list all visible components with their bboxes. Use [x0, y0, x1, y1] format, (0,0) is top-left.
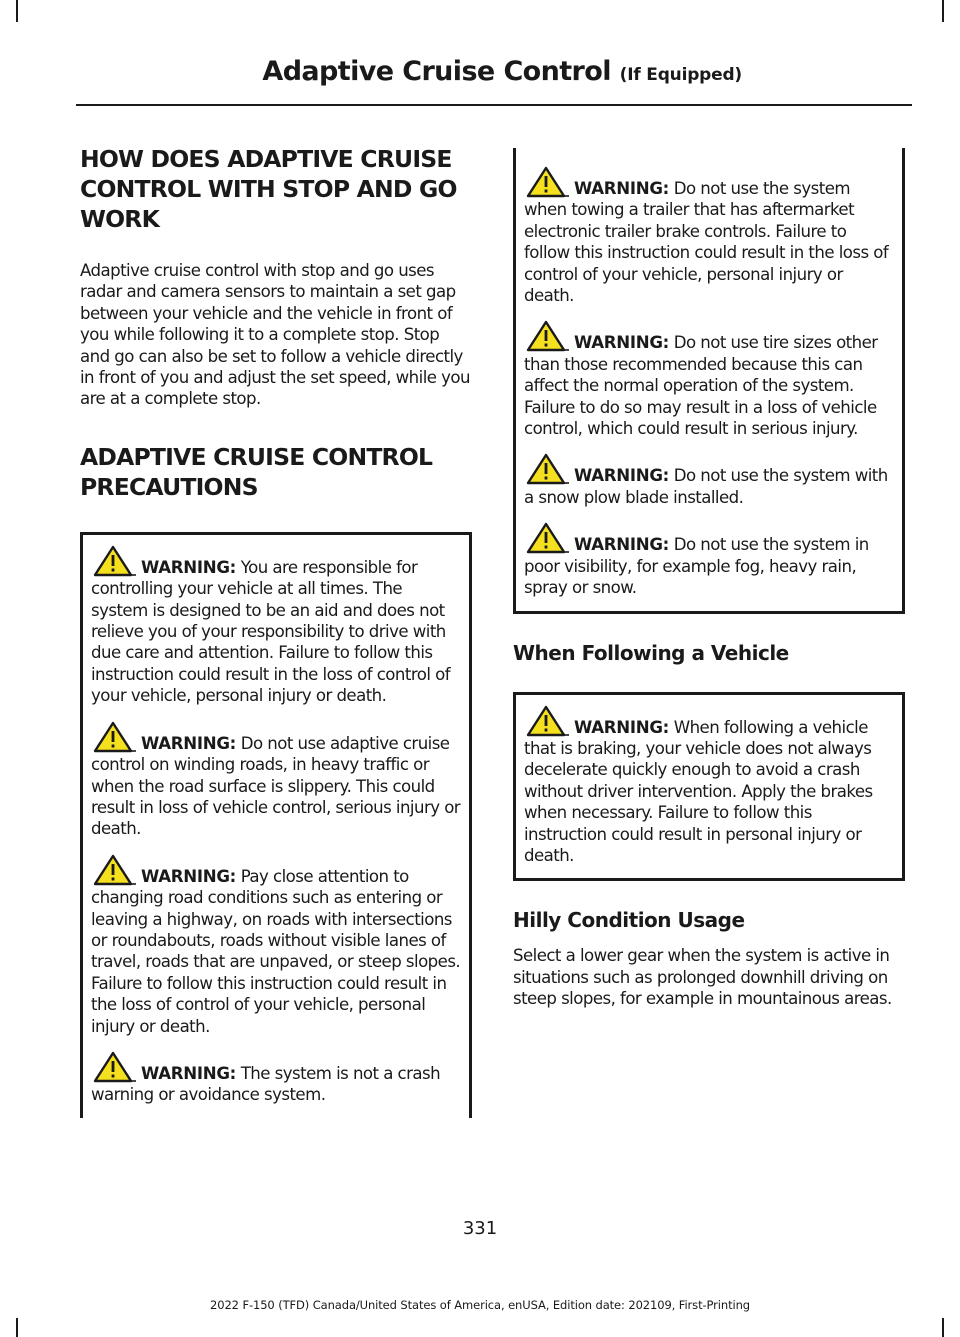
section-heading-how-it-works: HOW DOES ADAPTIVE CRUISE CONTROL WITH STOP AND GO WORK: [80, 145, 457, 233]
header-subtitle: (If Equipped): [619, 65, 742, 85]
warning-item: [524, 166, 896, 306]
warning-item: [524, 320, 896, 439]
warning-text: The system is not a crash warning or avoidance system.: [91, 1063, 441, 1105]
warning-label: WARNING:: [574, 466, 669, 486]
warning-label: WARNING:: [141, 733, 236, 753]
hilly-paragraph: Select a lower gear when the system is active in situations such as prolonged downhill driving on steep slopes, for example in mountainous areas.: [513, 946, 892, 1009]
warning-text: When following a vehicle that is braking, your vehicle does not always decelerate quickly enough to avoid a crash without driver intervention. Apply the brakes when necessary. Failure to follow this instruction could result in personal injury or death.: [524, 717, 873, 865]
warning-text: You are responsible for controlling your vehicle at all times. The system is designed to be an aid and does not relieve you of your responsibility to drive with due care and attention. Failure to follow this instruction could result in the loss of control of your vehicle, personal injury or death.: [91, 557, 451, 706]
warning-text: Do not use adaptive cruise control on winding roads, in heavy traffic or when the road surface is slippery. This could result in loss of vehicle control, serious injury or death.: [91, 733, 461, 839]
warning-item: [91, 1051, 463, 1106]
warning-label: WARNING:: [141, 866, 236, 886]
page-number: 331: [462, 1218, 498, 1239]
warning-triangle-icon: [526, 522, 570, 554]
subheading-following-vehicle: When Following a Vehicle: [513, 640, 789, 665]
crop-mark-top-left-v: [16, 0, 18, 22]
warning-item: [524, 522, 896, 598]
warning-item: [91, 854, 463, 1037]
warning-text: Do not use tire sizes other than those recommended because this can affect the normal operation of the system. Failure to do so may result in a loss of vehicle control, which could result in serious injury.: [524, 333, 878, 439]
page-footer: 2022 F-150 (TFD) Canada/United States of America, enUSA, Edition date: 202109, First-Printing: [210, 1298, 750, 1312]
warning-item: [524, 705, 896, 867]
crop-mark-top-right-v: [942, 0, 944, 22]
warning-triangle-icon: [526, 166, 570, 198]
section-heading-precautions: ADAPTIVE CRUISE CONTROL PRECAUTIONS: [80, 442, 433, 501]
following-warning-box: [513, 692, 905, 882]
warning-triangle-icon: [526, 320, 570, 352]
warning-triangle-icon: [526, 705, 570, 737]
warning-label: WARNING:: [574, 179, 669, 198]
warning-text: Do not use the system when towing a trailer that has aftermarket electronic trailer brake controls. Failure to follow this instruction could result in the loss of control of your vehicle, personal injury or death.: [524, 179, 889, 306]
warning-triangle-icon: [93, 721, 137, 753]
warning-triangle-icon: [93, 1051, 137, 1083]
warning-text: Do not use the system with a snow plow blade installed.: [524, 466, 888, 507]
crop-mark-bottom-left-v: [16, 1318, 18, 1337]
precautions-warning-box: [80, 532, 472, 1118]
warning-item: [524, 453, 896, 508]
warning-triangle-icon: [526, 453, 570, 485]
warning-text: Do not use the system in poor visibility, for example fog, heavy rain, spray or snow.: [524, 535, 869, 598]
header-rule: [76, 104, 912, 106]
warning-label: WARNING:: [141, 557, 236, 577]
warning-item: [91, 545, 463, 707]
left-column: [80, 144, 472, 1118]
warning-label: WARNING:: [574, 717, 669, 737]
warning-text: Pay close attention to changing road conditions such as entering or leaving a highway, on roads with intersections or roundabouts, roads without visible lanes of travel, roads that are unpaved, or steep slopes. Failure to follow this instruction could result in the loss of control of your vehicle, personal injury or death.: [91, 866, 461, 1036]
warning-label: WARNING:: [141, 1063, 236, 1083]
intro-paragraph: Adaptive cruise control with stop and go uses radar and camera sensors to maintain a set gap between your vehicle and the vehicle in front of you while following it to a complete stop. Stop and go can also be set to follow a vehicle directly in front of you and adjust the set speed, while you are at a complete stop.: [80, 261, 470, 409]
warning-label: WARNING:: [574, 333, 669, 353]
crop-mark-bottom-right-v: [942, 1318, 944, 1337]
warning-triangle-icon: [93, 545, 137, 577]
subheading-hilly-condition: Hilly Condition Usage: [513, 908, 745, 933]
page-header: [262, 56, 742, 87]
right-column: [513, 148, 905, 1010]
continued-warning-box: [513, 148, 905, 614]
warning-item: [91, 721, 463, 840]
header-title: Adaptive Cruise Control: [262, 56, 611, 87]
warning-label: WARNING:: [574, 535, 669, 555]
warning-triangle-icon: [93, 854, 137, 886]
